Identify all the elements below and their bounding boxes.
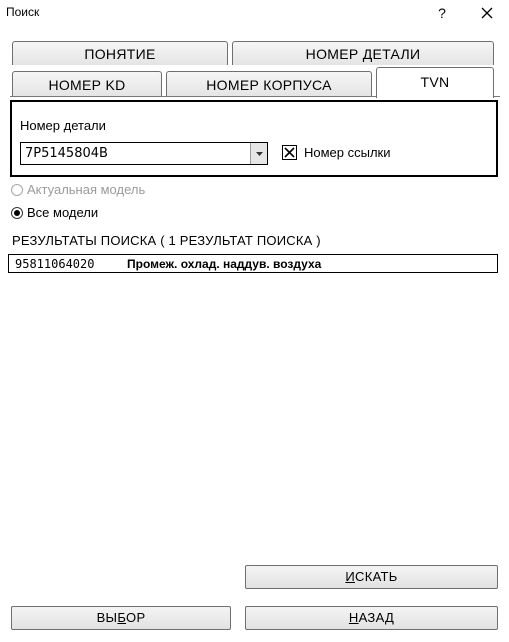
tab-label: НОМЕР KD <box>48 77 126 93</box>
back-button[interactable] <box>245 606 498 630</box>
reference-number-label: Номер ссылки <box>304 145 391 160</box>
select-button[interactable] <box>11 606 231 630</box>
reference-number-checkbox[interactable] <box>282 145 297 160</box>
help-button[interactable]: ? <box>438 5 446 21</box>
results-header: РЕЗУЛЬТАТЫ ПОИСКА ( 1 РЕЗУЛЬТАТ ПОИСКА ) <box>12 233 321 248</box>
window-title: Поиск <box>6 5 40 19</box>
part-number-label: Номер детали <box>20 118 106 133</box>
result-description[interactable]: Промеж. охлад. наддув. воздуха <box>127 257 322 271</box>
back-button-label: НАЗАД <box>348 610 395 625</box>
tab-label: НОМЕР ДЕТАЛИ <box>305 46 421 62</box>
tab-housing-number[interactable] <box>166 71 372 97</box>
close-button[interactable] <box>474 2 500 24</box>
tab-kd-number[interactable] <box>12 71 162 97</box>
part-number-combobox[interactable] <box>20 142 268 165</box>
tab-label: ПОНЯТИЕ <box>84 46 156 62</box>
radio-all-models[interactable] <box>11 207 23 219</box>
tab-concept[interactable] <box>12 41 228 65</box>
combobox-dropdown-button[interactable] <box>250 143 267 164</box>
chevron-down-icon <box>251 143 268 164</box>
tab-label: TVN <box>420 74 450 90</box>
title-bar <box>0 0 509 28</box>
radio-current-model-label: Актуальная модель <box>27 182 146 197</box>
part-number-value[interactable]: 7P5145804B <box>25 146 108 161</box>
search-panel <box>10 100 498 177</box>
tab-label: НОМЕР КОРПУСА <box>206 77 332 93</box>
select-button-label: ВЫБОР <box>96 610 146 625</box>
result-part-number[interactable]: 95811064020 <box>15 257 95 271</box>
tab-tvn[interactable] <box>376 67 494 98</box>
close-icon <box>481 7 493 19</box>
radio-selected-dot <box>14 210 20 216</box>
radio-all-models-label: Все модели <box>27 205 99 220</box>
results-list[interactable] <box>8 254 498 273</box>
search-button[interactable] <box>245 565 498 589</box>
check-icon <box>283 146 296 159</box>
tab-part-number[interactable] <box>232 41 494 65</box>
radio-current-model[interactable] <box>11 184 23 196</box>
search-button-label: ИСКАТЬ <box>345 569 398 584</box>
